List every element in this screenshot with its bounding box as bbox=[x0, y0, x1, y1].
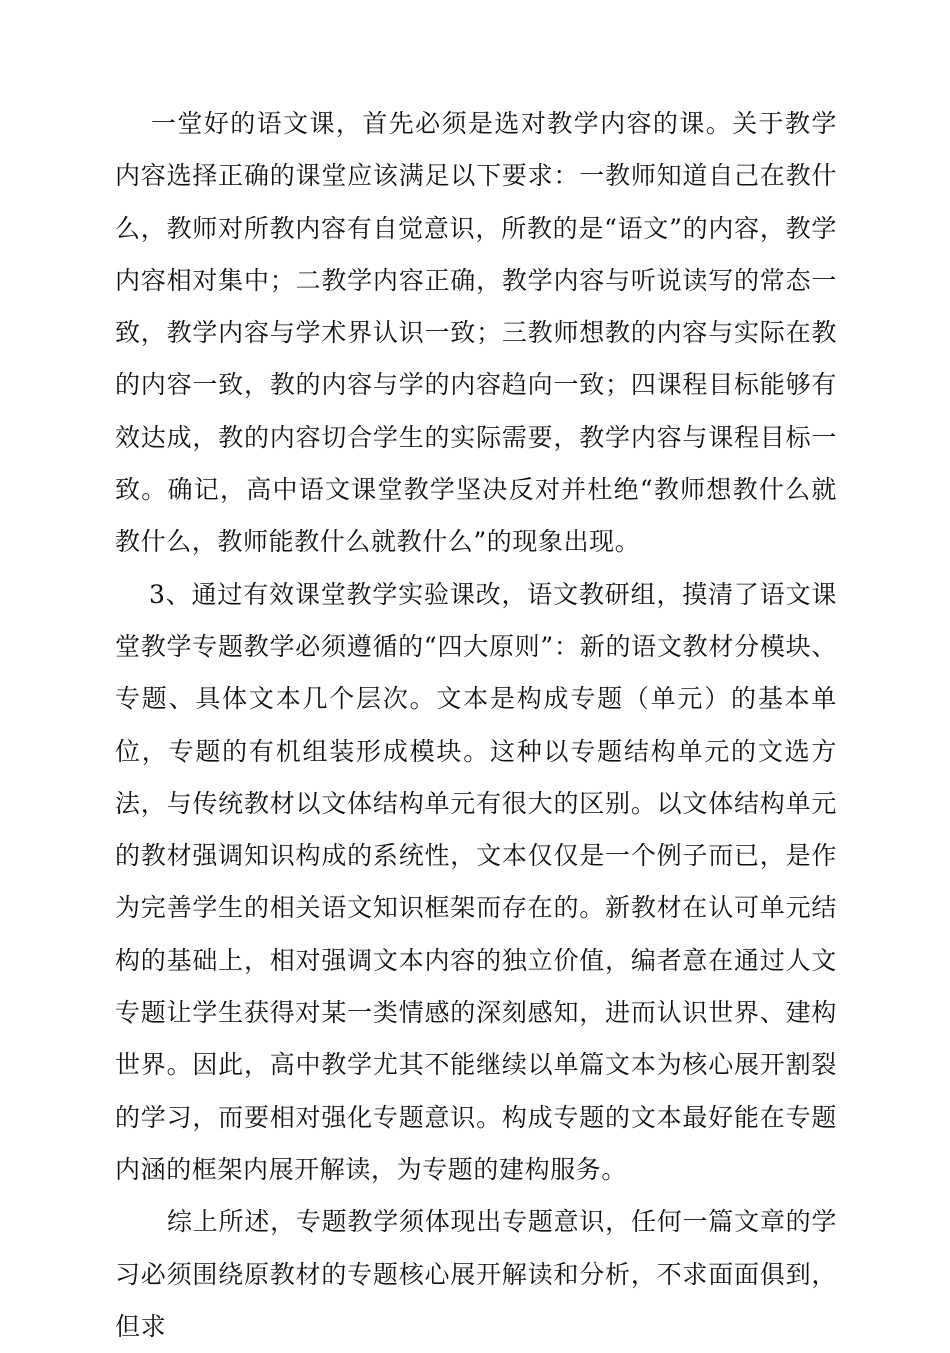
paragraph-summary: 综上所述，专题教学须体现出专题意识，任何一篇文章的学习必须围绕原教材的专题核心展开解读和分析，不求面面俱到，但求 bbox=[115, 1207, 837, 1341]
paragraph-four-principles: 3、通过有效课堂教学实验课改，语文教研组，摸清了语文课堂教学专题教学必须遵循的“四大原则”：新的语文教材分模块、专题、具体文本几个层次。文本是构成专题（单元）的基本单位，专题的有机组装形成模块。这种以专题结构单元的文选方法，与传统教材以文体结构单元有很大的区别。以文体结构单元的教材强调知识构成的系统性，文本仅仅是一个例子而已，是作为完善学生的相关语文知识框架而存在的。新教材在认可单元结构的基础上，相对强调文本内容的独立价值，编者意在通过人文专题让学生获得对某一类情感的深刻感知，进而认识世界、建构世界。因此，高中教学尤其不能继续以单篇文本为核心展开割裂的学习，而要相对强化专题意识。构成专题的文本最好能在专题内涵的框架内展开解读，为专题的建构服务。 bbox=[115, 579, 837, 1184]
paragraph-teaching-content: 一堂好的语文课，首先必须是选对教学内容的课。关于教学内容选择正确的课堂应该满足以下要求：一教师知道自己在教什么，教师对所教内容有自觉意识，所教的是“语文”的内容，教学内容相对集中；二教学内容正确，教学内容与听说读写的常态一致，教学内容与学术界认识一致；三教师想教的内容与实际在教的内容一致，教的内容与学的内容趋向一致；四课程目标能够有效达成，教的内容切合学生的实际需要，教学内容与课程目标一致。确记，高中语文课堂教学坚决反对并杜绝“教师想教什么就教什么，教师能教什么就教什么”的现象出现。 bbox=[115, 109, 837, 557]
document-body bbox=[115, 98, 837, 1353]
